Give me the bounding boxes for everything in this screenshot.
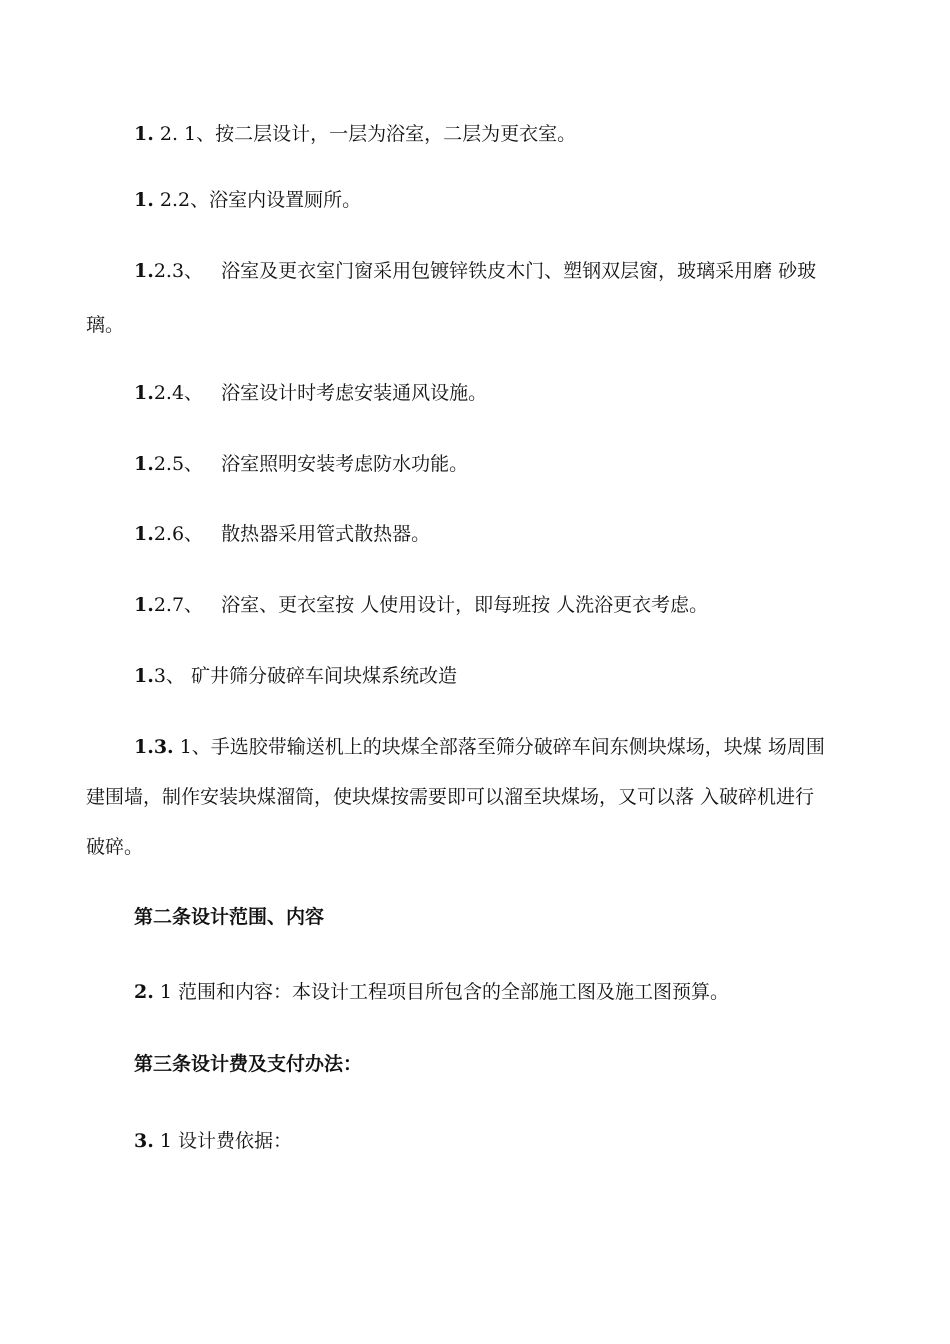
clause-1-3 (134, 664, 457, 688)
clause-text: 浴室、更衣室按 人使用设计，即每班按 人洗浴更衣考虑。 (221, 594, 709, 616)
clause-index: 2.6、 (153, 523, 204, 545)
clause-number: 1. (134, 453, 154, 475)
clause-text: 浴室设计时考虑安装通风设施。 (221, 382, 488, 404)
clause-1-2-3-continuation (86, 313, 124, 337)
clause-text-cont: 璃。 (86, 314, 125, 336)
clause-text-cont: 建围墙，制作安装块煤溜筒，使块煤按需要即可以溜至块煤场，又可以落 入破碎机进行 (86, 786, 815, 808)
clause-number: 1. (134, 594, 154, 616)
clause-text: 浴室及更衣室门窗采用包镀锌铁皮木门、塑钢双层窗，玻璃采用磨 砂玻 (221, 260, 817, 282)
clause-number: 2. (134, 981, 154, 1003)
clause-number: 1. (134, 123, 154, 145)
clause-index: 2.3、 (153, 260, 204, 282)
clause-1-3-1 (134, 735, 825, 759)
clause-1-2-6 (134, 522, 430, 546)
clause-1-2-4 (134, 381, 487, 405)
clause-1-3-1-continuation (86, 785, 814, 809)
clause-number: 1. (134, 523, 154, 545)
clause-text: 3、 矿井筛分破碎车间块煤系统改造 (153, 665, 457, 687)
clause-number: 1. (134, 382, 154, 404)
clause-text: 1 范围和内容：本设计工程项目所包含的全部施工图及施工图预算。 (153, 981, 730, 1003)
clause-text-cont: 破碎。 (86, 836, 144, 858)
clause-text: 1 设计费依据： (153, 1130, 293, 1152)
clause-3-1 (134, 1129, 292, 1153)
clause-number: 1. (134, 260, 154, 282)
clause-number: 1. (134, 665, 154, 687)
clause-1-2-5 (134, 452, 468, 476)
clause-text: 2. 1、按二层设计，一层为浴室，二层为更衣室。 (153, 123, 577, 145)
section-heading-2 (134, 905, 324, 929)
section-heading-3 (134, 1052, 362, 1076)
clause-text: 1、手选胶带输送机上的块煤全部落至筛分破碎车间东侧块煤场，块煤 场周围 (173, 736, 825, 758)
clause-1-2-7 (134, 593, 708, 617)
section-heading-text: 第三条设计费及支付办法： (134, 1053, 363, 1075)
clause-index: 2.5、 (153, 453, 204, 475)
clause-number: 1.3. (134, 736, 174, 758)
clause-1-2-1 (134, 122, 576, 146)
clause-number: 1. (134, 189, 154, 211)
clause-1-3-1-continuation-2 (86, 835, 143, 859)
section-heading-text: 第二条设计范围、内容 (134, 906, 325, 928)
clause-1-2-3 (134, 259, 816, 283)
clause-text: 浴室照明安装考虑防水功能。 (221, 453, 469, 475)
clause-number: 3. (134, 1130, 154, 1152)
clause-2-1 (134, 980, 729, 1004)
clause-text: 2.2、浴室内设置厕所。 (153, 189, 362, 211)
clause-text: 散热器采用管式散热器。 (221, 523, 431, 545)
clause-index: 2.7、 (153, 594, 204, 616)
clause-1-2-2 (134, 188, 361, 212)
clause-index: 2.4、 (153, 382, 204, 404)
